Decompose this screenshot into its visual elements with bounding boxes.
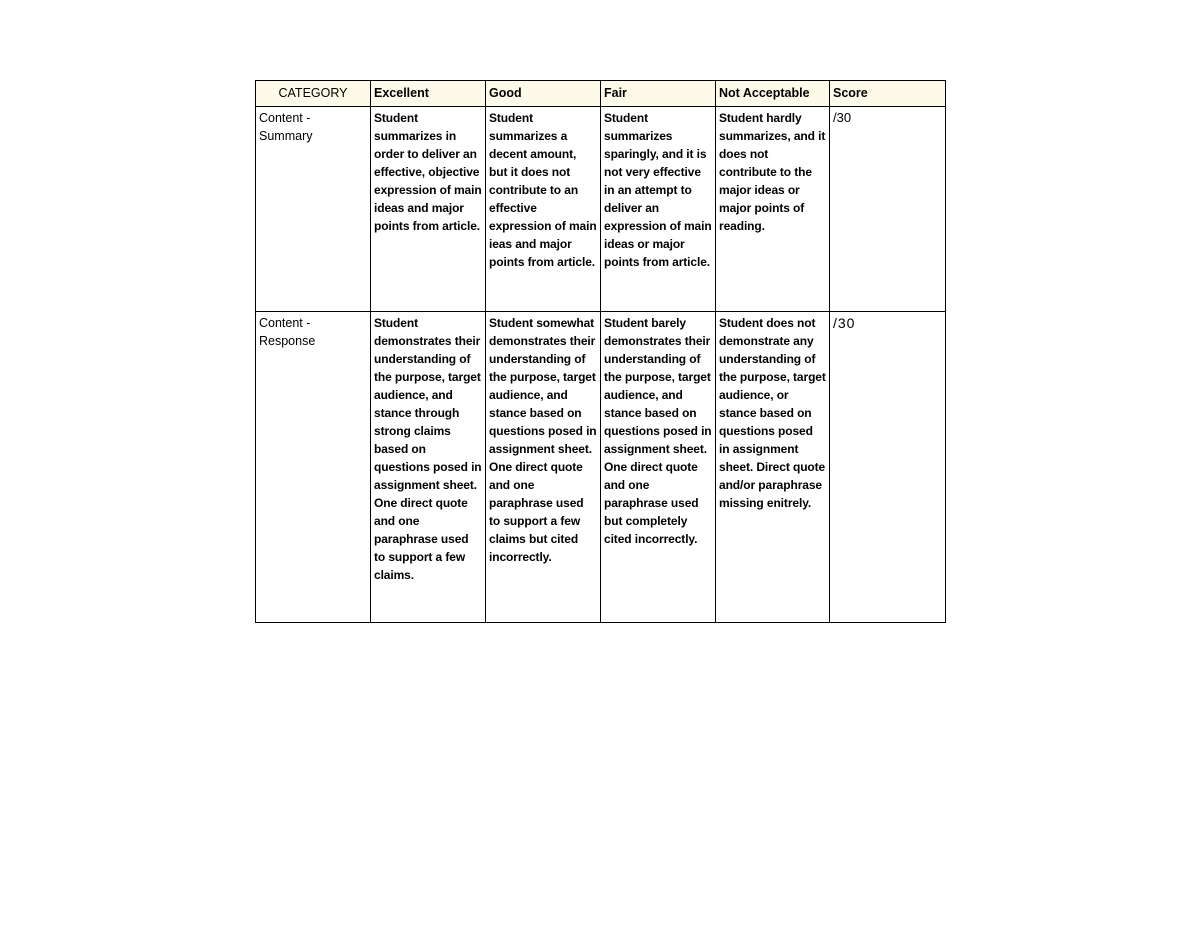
fair-cell: Student summarizes sparingly, and it is not very effective in an attempt to deliver an expression of main ideas or major points from article.: [601, 107, 716, 312]
rubric-table: [255, 80, 946, 623]
header-score: Score: [830, 81, 946, 107]
category-cell: Content - Response: [256, 312, 371, 623]
good-cell: Student summarizes a decent amount, but it does not contribute to an effective expression of main ieas and major points from article.: [486, 107, 601, 312]
category-cell: Content - Summary: [256, 107, 371, 312]
rubric-row-summary: [256, 107, 946, 312]
header-excellent: Excellent: [371, 81, 486, 107]
not-acceptable-cell: Student does not demonstrate any understanding of the purpose, target audience, or stance based on questions posed in assignment sheet. Direct quote and/or paraphrase missing enitrely.: [716, 312, 830, 623]
header-category: CATEGORY: [256, 81, 371, 107]
excellent-cell: Student summarizes in order to deliver an effective, objective expression of main ideas and major points from article.: [371, 107, 486, 312]
score-cell: /30: [830, 107, 946, 312]
header-not-acceptable: Not Acceptable: [716, 81, 830, 107]
header-fair: Fair: [601, 81, 716, 107]
good-cell: Student somewhat demonstrates their understanding of the purpose, target audience, and stance based on questions posed in assignment sheet. One direct quote and one paraphrase used to support a few claims but cited incorrectly.: [486, 312, 601, 623]
score-cell: /30: [830, 312, 946, 623]
header-good: Good: [486, 81, 601, 107]
rubric-header-row: [256, 81, 946, 107]
excellent-cell: Student demonstrates their understanding of the purpose, target audience, and stance through strong claims based on questions posed in assignment sheet. One direct quote and one paraphrase used to support a few claims.: [371, 312, 486, 623]
rubric-row-response: [256, 312, 946, 623]
fair-cell: Student barely demonstrates their understanding of the purpose, target audience, and stance based on questions posed in assignment sheet. One direct quote and one paraphrase used but completely cited incorrectly.: [601, 312, 716, 623]
not-acceptable-cell: Student hardly summarizes, and it does not contribute to the major ideas or major points of reading.: [716, 107, 830, 312]
